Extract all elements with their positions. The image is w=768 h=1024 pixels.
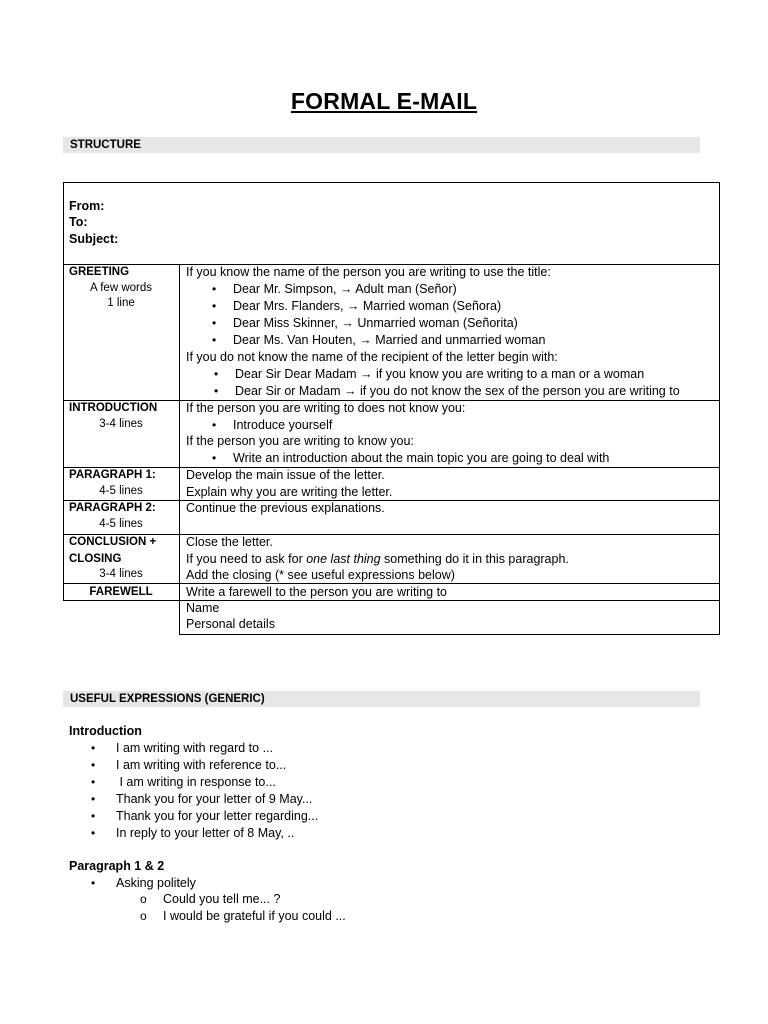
- conclusion-text: something do it in this paragraph.: [380, 552, 569, 566]
- bullet-icon: •: [91, 792, 96, 806]
- paragraph-1-lines: 4-5 lines: [99, 485, 143, 497]
- bullet-icon: •: [91, 809, 96, 823]
- closing-label: CLOSING: [69, 553, 122, 565]
- bullet-icon: •: [214, 384, 219, 398]
- bullet-icon: •: [91, 758, 96, 772]
- introduction-line: If the person you are writing to know you:: [186, 434, 414, 448]
- greeting-label: GREETING: [69, 266, 130, 278]
- circle-bullet-icon: o: [140, 892, 147, 906]
- table-bottom-border: [179, 634, 720, 635]
- paragraph-1-line: Explain why you are writing the letter.: [186, 485, 393, 499]
- circle-bullet-icon: o: [140, 909, 147, 923]
- sub-list-item: I would be grateful if you could ...: [163, 909, 346, 923]
- greeting-bullet: Dear Mr. Simpson, → Adult man (Señor): [233, 282, 457, 296]
- bullet-icon: •: [212, 282, 217, 296]
- subject-label: Subject:: [69, 232, 119, 246]
- greeting-bullet: Dear Ms. Van Houten, → Married and unmarried woman: [233, 333, 546, 347]
- conclusion-emphasis: one last thing: [306, 552, 381, 566]
- bullet-icon: •: [212, 316, 217, 330]
- conclusion-lines: 3-4 lines: [99, 568, 143, 580]
- bullet-icon: •: [212, 451, 217, 465]
- paragraph-2-line: Continue the previous explanations.: [186, 501, 385, 515]
- bullet-icon: •: [212, 299, 217, 313]
- bullet-icon: •: [91, 826, 96, 840]
- introduction-bullet: Introduce yourself: [233, 418, 333, 432]
- greeting-bullet-2: Dear Sir or Madam → if you do not know the sex of the person you are writing to: [235, 384, 680, 398]
- sub-list-item: Could you tell me... ?: [163, 892, 281, 906]
- conclusion-text: If you need to ask for: [186, 552, 307, 566]
- farewell-label: FAREWELL: [89, 586, 153, 598]
- bullet-icon: •: [212, 418, 217, 432]
- from-label: From:: [69, 199, 105, 213]
- introduction-heading: Introduction: [69, 724, 142, 738]
- header-block: [63, 182, 720, 265]
- list-item: I am writing with reference to...: [116, 758, 287, 772]
- conclusion-label: CONCLUSION +: [69, 536, 157, 548]
- greeting-bullet-2: Dear Sir Dear Madam → if you know you are writing to a man or a woman: [235, 367, 645, 381]
- structure-section-bar: STRUCTURE: [63, 137, 700, 153]
- signature-name: Name: [186, 601, 220, 615]
- list-item: I am writing with regard to ...: [116, 741, 274, 755]
- row-divider: [63, 534, 720, 535]
- paragraph-2-lines: 4-5 lines: [99, 518, 143, 530]
- introduction-lines: 3-4 lines: [99, 418, 143, 430]
- list-item: Thank you for your letter of 9 May...: [116, 792, 313, 806]
- list-item: In reply to your letter of 8 May, ..: [116, 826, 295, 840]
- table-column-divider: [179, 264, 180, 635]
- bullet-icon: •: [214, 367, 219, 381]
- list-item: Thank you for your letter regarding...: [116, 809, 319, 823]
- useful-expressions-section-bar: USEFUL EXPRESSIONS (GENERIC): [63, 691, 700, 707]
- bullet-icon: •: [91, 775, 96, 789]
- greeting-length: A few words: [90, 282, 152, 294]
- bullet-icon: •: [91, 876, 96, 890]
- conclusion-line: Add the closing (* see useful expressions below): [186, 568, 455, 582]
- paragraph-1-line: Develop the main issue of the letter.: [186, 468, 385, 482]
- bullet-icon: •: [91, 741, 96, 755]
- greeting-intro-2: If you do not know the name of the recipient of the letter begin with:: [186, 350, 558, 364]
- introduction-line: If the person you are writing to does not know you:: [186, 401, 466, 415]
- introduction-label: INTRODUCTION: [69, 402, 158, 414]
- paragraph-2-label: PARAGRAPH 2:: [69, 502, 156, 514]
- conclusion-line: [186, 551, 569, 568]
- to-label: To:: [69, 215, 88, 229]
- row-divider: [63, 467, 720, 468]
- paragraph-heading: Paragraph 1 & 2: [69, 859, 165, 873]
- signature-details: Personal details: [186, 617, 275, 631]
- paragraph-1-label: PARAGRAPH 1:: [69, 469, 156, 481]
- introduction-bullet: Write an introduction about the main topic you are going to deal with: [233, 451, 610, 465]
- list-item: I am writing in response to...: [116, 775, 276, 789]
- list-item: Asking politely: [116, 876, 196, 890]
- greeting-intro: If you know the name of the person you are writing to use the title:: [186, 265, 551, 279]
- greeting-bullet: Dear Mrs. Flanders, → Married woman (Señora): [233, 299, 502, 313]
- conclusion-line: Close the letter.: [186, 535, 273, 549]
- page-title: FORMAL E-MAIL: [290, 88, 478, 114]
- bullet-icon: •: [212, 333, 217, 347]
- greeting-lines: 1 line: [107, 297, 135, 309]
- table-right-border: [719, 264, 720, 635]
- farewell-line: Write a farewell to the person you are writing to: [186, 585, 448, 599]
- greeting-bullet: Dear Miss Skinner, → Unmarried woman (Señorita): [233, 316, 518, 330]
